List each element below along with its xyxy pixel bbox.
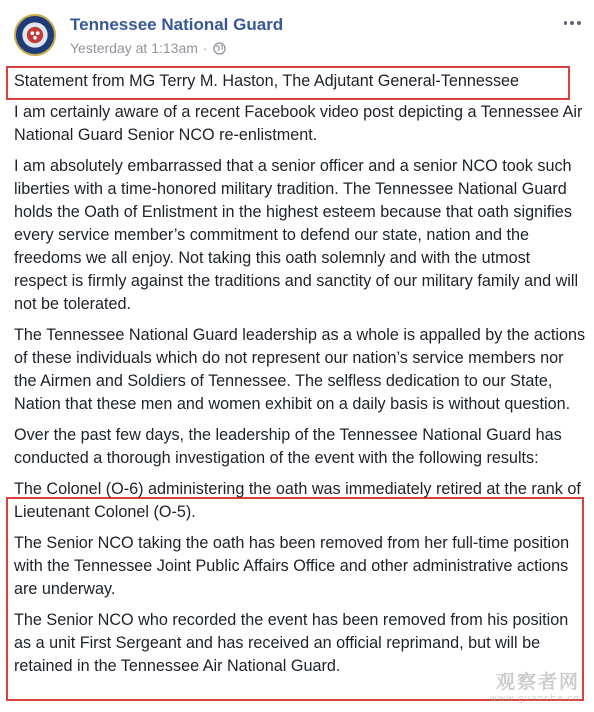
page-avatar[interactable] bbox=[14, 14, 56, 56]
result-colonel: The Colonel (O-6) administering the oath was immediately retired at the rank of Lieutenant Colonel (O-5). bbox=[14, 480, 581, 521]
post-header bbox=[0, 0, 594, 66]
meta-separator: · bbox=[202, 40, 208, 56]
paragraph-leadership: The Tennessee National Guard leadership as a whole is appalled by the actions of these individuals which do not represent our nation’s service members nor the Airmen and Soldiers of Tennessee. The selfless dedication to our State, Nation that these men and women exhibit on a daily basis is without question. bbox=[14, 326, 586, 413]
watermark bbox=[490, 667, 580, 704]
tennessee-seal-icon bbox=[16, 16, 54, 54]
watermark-sub: www.guancha.cn bbox=[489, 694, 580, 704]
statement-title: Statement from MG Terry M. Haston, The Adjutant General-Tennessee bbox=[14, 72, 520, 90]
paragraph-embarrassed: I am absolutely embarrassed that a senior officer and a senior NCO took such liberties with a time-honored military tradition. The Tennessee National Guard holds the Oath of Enlistment in the highest esteem because that oath signifies every service member’s commitment to defend our state, nation and the freedoms we all enjoy. Not taking this oath solemnly and with the utmost respect is firmly against the traditions and sanctity of our military family and will not be tolerated. bbox=[14, 157, 579, 313]
result-senior-nco-oath: The Senior NCO taking the oath has been removed from her full-time position with the Tennessee Joint Public Affairs Office and other administrative actions are underway. bbox=[14, 534, 570, 598]
more-options-icon[interactable] bbox=[562, 14, 582, 32]
paragraph-awareness: I am certainly aware of a recent Facebook video post depicting a Tennessee Air National Guard Senior NCO re-enlistment. bbox=[14, 103, 583, 144]
post-body bbox=[14, 70, 586, 686]
result-senior-nco-recorder: The Senior NCO who recorded the event has been removed from his position as a unit First Sergeant and has received an official reprimand, but will be retained in the Tennessee Air National Guard. bbox=[14, 611, 569, 675]
post-timestamp[interactable]: Yesterday at 1:13am bbox=[70, 40, 198, 56]
globe-icon[interactable] bbox=[213, 42, 226, 55]
post-meta bbox=[70, 40, 226, 56]
paragraph-investigation: Over the past few days, the leadership of the Tennessee National Guard has conducted a thorough investigation of the event with the following results: bbox=[14, 426, 562, 467]
page-name-link[interactable]: Tennessee National Guard bbox=[70, 15, 284, 34]
watermark-main: 观察者网 bbox=[495, 671, 580, 693]
